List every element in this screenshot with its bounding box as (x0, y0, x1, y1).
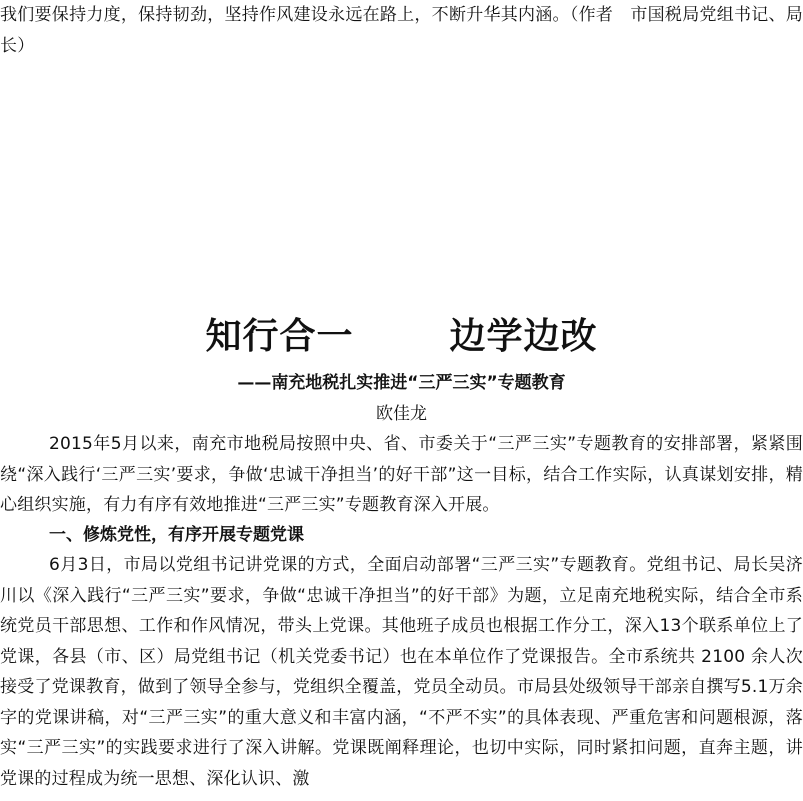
article-subtitle: ——南充地税扎实推进“三严三实”专题教育 (237, 373, 566, 393)
article-author: 欧佳龙 (376, 404, 427, 424)
section-heading-1: 一、修炼党性，有序开展专题党课 (49, 525, 304, 545)
body-paragraph-2: 6月3日，市局以党组书记讲党课的方式，全面启动部署“三严三实”专题教育。党组书记、局长吴济川以《深入践行“三严三实”要求，争做“忠诚干净担当”的好干部》为题，立足南充地税实际，结合全市系统党员干部思想、工作和作风情况，带头上党课。其他班子成员也根据工作分工，深入13个联系单位上了党课，各县（市、区）局党组书记（机关党委书记）也在本单位作了党课报告。全市系统共 2100 余人次接受了党课教育，做到了领导全参与，党组织全覆盖，党员全动员。市局县处级领导干部亲自撰写5.1万余字的党课讲稿，对“三严三实”的重大意义和丰富内涵，“不严不实”的具体表现、严重危害和问题根源，落实“三严三实”的实践要求进行了深入讲解。党课既阐释理论，也切中实际，同时紧扣问题，直奔主题，讲党课的过程成为统一思想、深化认识、激 (0, 555, 803, 789)
previous-paragraph: 我们要保持力度，保持韧劲，坚持作风建设永远在路上，不断升华其内涵。（作者 市国税局党组书记、局长） (0, 5, 803, 56)
title-part-1: 知行合一 (205, 315, 354, 357)
body-paragraph-1: 2015年5月以来，南充市地税局按照中央、省、市委关于“三严三实”专题教育的安排部署，紧紧围绕“深入践行‘三严三实’要求，争做‘忠诚干净担当’的好干部”这一目标，结合工作实际，认真谋划安排，精心组织实施，有力有序有效地推进“三严三实”专题教育深入开展。 (0, 434, 803, 515)
title-part-2: 边学边改 (449, 315, 598, 357)
article-title (0, 308, 803, 359)
